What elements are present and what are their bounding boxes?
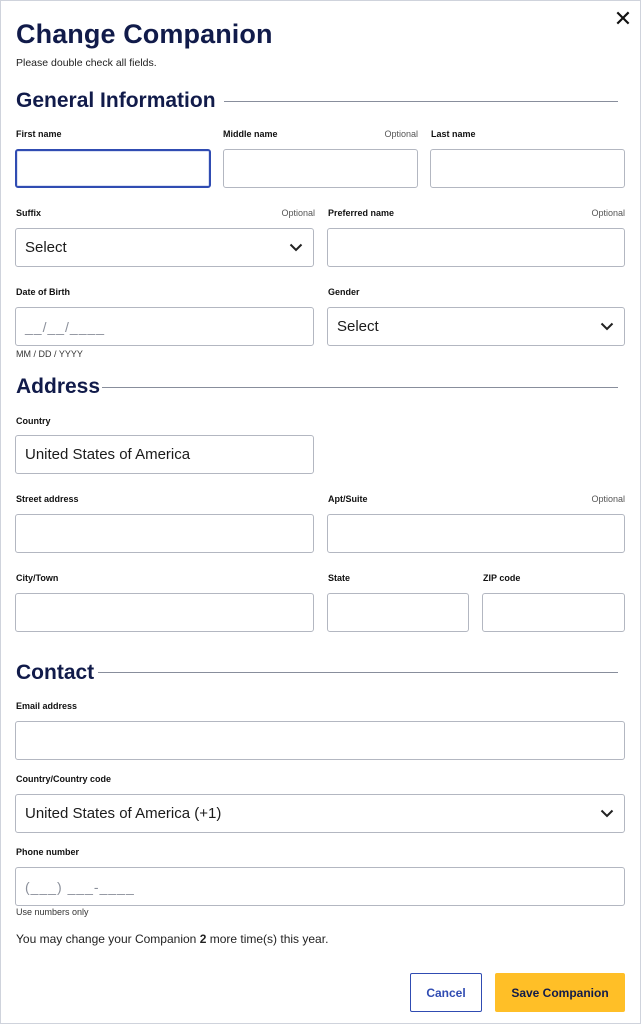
notice-prefix: You may change your Companion (16, 932, 200, 946)
notice-suffix: more time(s) this year. (206, 932, 329, 946)
zip-code-label: ZIP code (483, 573, 521, 583)
notice-count: 2 (199, 932, 207, 946)
section-heading-general: General Information (16, 89, 216, 112)
phone-number-label: Phone number (16, 847, 80, 857)
last-name-label: Last name (431, 129, 476, 139)
date-of-birth-input[interactable] (15, 307, 314, 346)
preferred-name-label: Preferred name (328, 208, 395, 218)
first-name-input[interactable] (15, 149, 211, 188)
modal-title: Change Companion (16, 19, 273, 49)
zip-code-input[interactable] (482, 593, 625, 632)
chevron-down-icon (600, 807, 614, 821)
close-icon[interactable]: ✕ (613, 6, 633, 31)
country-label: Country (16, 416, 51, 426)
suffix-label: Suffix (16, 208, 42, 218)
country-code-label: Country/Country code (16, 774, 112, 784)
dob-placeholder: __/__/____ (25, 318, 106, 335)
street-address-label: Street address (16, 494, 79, 504)
preferred-name-optional: Optional (591, 208, 625, 218)
apt-suite-input[interactable] (327, 514, 625, 553)
phone-placeholder: (___) ___-____ (25, 878, 135, 895)
country-code-select[interactable] (15, 794, 625, 833)
street-address-input[interactable] (15, 514, 314, 553)
state-input[interactable] (327, 593, 469, 632)
section-divider (98, 672, 618, 673)
city-input[interactable] (15, 593, 314, 632)
chevron-down-icon (289, 241, 303, 255)
modal-subtitle: Please double check all fields. (16, 57, 157, 69)
change-limit-notice (16, 932, 328, 946)
gender-label: Gender (328, 287, 360, 297)
middle-name-label: Middle name (223, 129, 278, 139)
suffix-select[interactable] (15, 228, 314, 267)
phone-number-input[interactable] (15, 867, 625, 906)
section-heading-address: Address (16, 375, 101, 398)
gender-select-value: Select (337, 318, 379, 335)
apt-suite-label: Apt/Suite (328, 494, 368, 504)
save-companion-button[interactable]: Save Companion (495, 973, 625, 1012)
phone-hint: Use numbers only (16, 907, 89, 917)
middle-name-optional: Optional (384, 129, 418, 139)
preferred-name-input[interactable] (327, 228, 625, 267)
country-input[interactable] (15, 435, 314, 474)
city-label: City/Town (16, 573, 59, 583)
section-divider (224, 101, 618, 102)
dob-format-hint: MM / DD / YYYY (16, 349, 83, 359)
email-input[interactable] (15, 721, 625, 760)
country-value: United States of America (25, 446, 191, 463)
section-heading-contact: Contact (16, 661, 95, 684)
suffix-select-value: Select (25, 239, 67, 256)
cancel-button[interactable]: Cancel (410, 973, 482, 1012)
email-label: Email address (16, 701, 78, 711)
chevron-down-icon (600, 320, 614, 334)
gender-select[interactable] (327, 307, 625, 346)
country-code-value: United States of America (+1) (25, 805, 222, 822)
state-label: State (328, 573, 351, 583)
apt-suite-optional: Optional (591, 494, 625, 504)
dob-label: Date of Birth (16, 287, 70, 297)
suffix-optional: Optional (281, 208, 315, 218)
section-divider (102, 387, 618, 388)
middle-name-input[interactable] (223, 149, 418, 188)
first-name-label: First name (16, 129, 62, 139)
last-name-input[interactable] (430, 149, 625, 188)
